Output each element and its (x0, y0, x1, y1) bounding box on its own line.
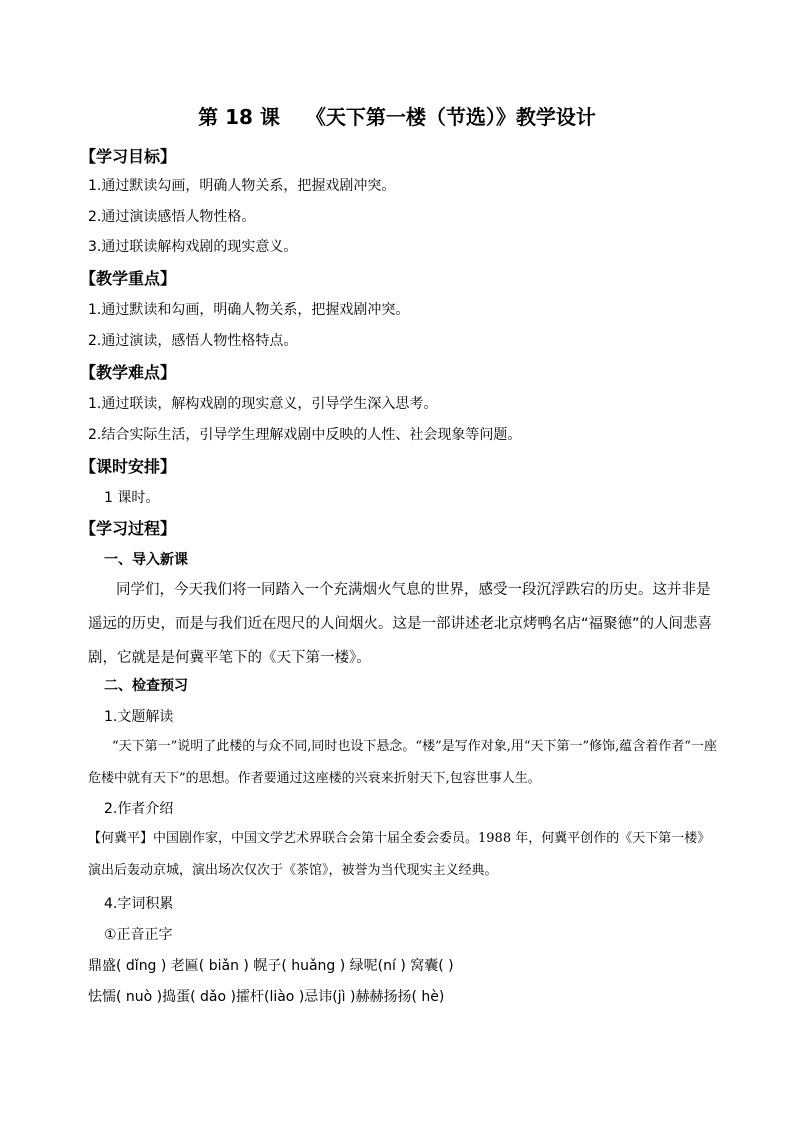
section-1-paragraph (88, 573, 720, 675)
section-1-paragraph-text: 同学们，今天我们将一同踏入一个充满烟火气息的世界，感受一段沉浮跌宕的历史。这并非是遥远的历史，而是与我们近在咫尺的人间烟火。这是一部讲述老北京烤鸭名店“福聚德”的人间悲喜剧，它就是是何冀平笔下的《天下第一楼》。 (88, 582, 713, 666)
section-2-title: 二、检查预习 (104, 678, 188, 694)
objective-item-1: 1.通过默读勾画，明确人物关系，把握戏剧冲突。 (88, 178, 396, 194)
key-point-item-1: 1.通过默读和勾画，明确人物关系，把握戏剧冲突。 (88, 302, 410, 318)
item-1-text-content: “天下第一”说明了此楼的与众不同,同时也设下悬念。“楼”是写作对象,用“天下第一”修饰,蕴含着作者“一座危楼中就有天下”的思想。作者要通过这座楼的兴衰来折射天下,包容世事人生。 (88, 739, 717, 786)
process-heading: 【学习过程】 (80, 519, 177, 538)
words-line-2: 怯懦( nuò )捣蛋( dǎo )攉杆(liào )忌讳(jì )赫赫扬扬( hè) (88, 989, 445, 1005)
words-line-1: 鼎盛( dǐng ) 老匾( biǎn ) 幌子( huǎng ) 绿呢(ní ) 窝囊( ) (88, 958, 454, 974)
difficulties-heading: 【教学难点】 (80, 363, 177, 382)
key-points-heading: 【教学重点】 (80, 269, 177, 288)
objectives-heading: 【学习目标】 (80, 147, 177, 166)
difficulty-item-1: 1.通过联读，解构戏剧的现实意义，引导学生深入思考。 (88, 396, 438, 412)
item-4-title: 4.字词积累 (104, 896, 174, 912)
page-title (0, 104, 794, 130)
key-point-item-2: 2.通过演读，感悟人物性格特点。 (88, 333, 298, 349)
item-2-text (88, 823, 720, 887)
difficulty-item-2: 2.结合实际生活，引导学生理解戏剧中反映的人性、社会现象等问题。 (88, 427, 522, 443)
section-1-title: 一、导入新课 (104, 552, 188, 568)
lesson-name: 《天下第一楼（节选）》教学设计 (305, 105, 596, 129)
objective-item-2: 2.通过演读感悟人物性格。 (88, 209, 256, 225)
schedule-text: 1 课时。 (104, 490, 160, 506)
item-1-text (88, 731, 720, 795)
lesson-number: 第 18 课 (198, 105, 280, 129)
item-4-subtitle: ①正音正字 (104, 927, 173, 943)
objective-item-3: 3.通过联读解构戏剧的现实意义。 (88, 239, 298, 255)
item-1-title: 1.文题解读 (104, 709, 174, 725)
schedule-heading: 【课时安排】 (80, 457, 177, 476)
item-2-title: 2.作者介绍 (104, 801, 174, 817)
item-2-text-content: 【何冀平】中国剧作家，中国文学艺术界联合会第十届全委会委员。1988 年，何冀平创作的《天下第一楼》演出后轰动京城，演出场次仅次于《茶馆》，被誉为当代现实主义经典。 (88, 831, 711, 878)
